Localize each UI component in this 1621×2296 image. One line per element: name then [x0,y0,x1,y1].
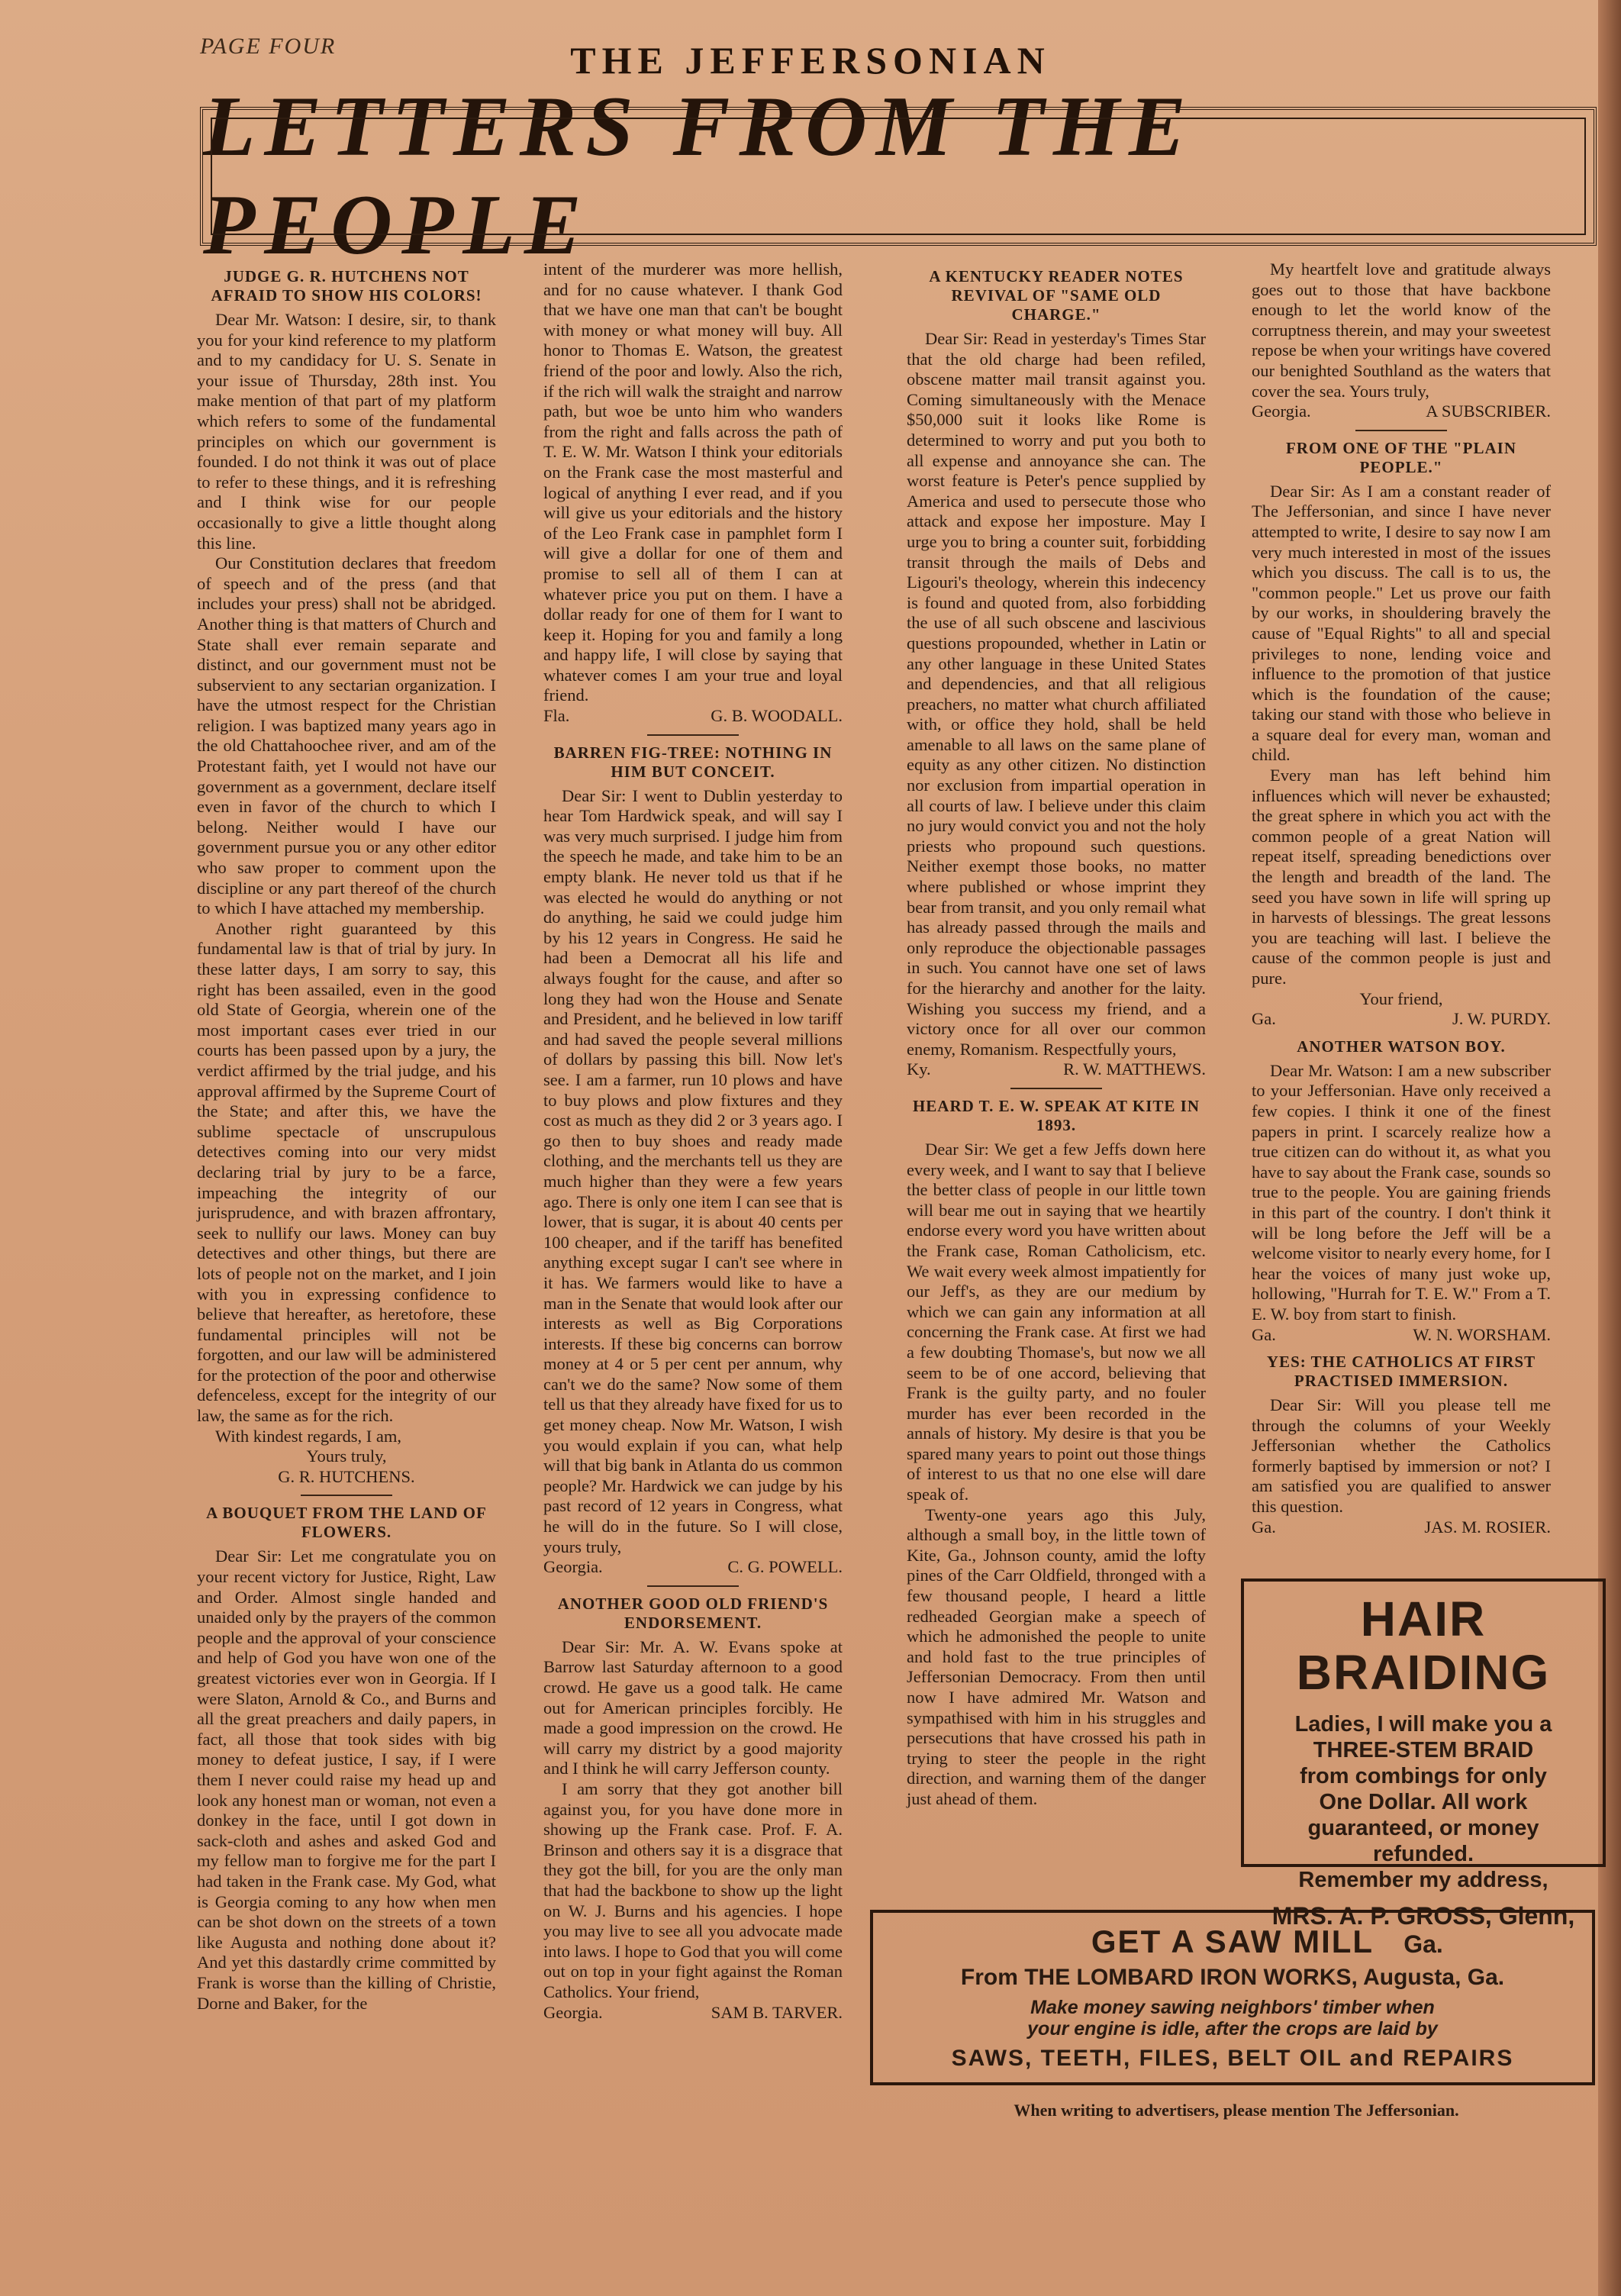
letter-signature: J. W. PURDY. [1452,1009,1551,1029]
letter-heading: YES: THE CATHOLICS AT FIRST PRACTISED IMMERSION. [1266,1353,1536,1391]
letter-paragraph: intent of the murderer was more hellish, and for no cause whatever. I thank God that we have one man that can't be bought with money or what money will buy. All honor to Thomas E. Watson, the greatest friend of the poor and lowly. Also the rich, if the rich will walk the straight and narrow path, but woe be unto him who wanders from the right and falls across the path of T. E. W. Mr. Watson I think your editorials on the Frank case the most masterful and logical of anything I ever read, and if you will give us your editorials and the history of the Leo Frank case in pamphlet form I will give a dollar for one of them and promise to sell all of them I can at whatever price you put on them. I have a dollar ready for one of them for I want to keep it. Hoping for you and family a long and happy life, I will close by saying that whatever comes I am your true and loyal friend. [543,260,843,705]
ad-line: Make money sawing neighbors' timber when [1030,1997,1435,2018]
letter-paragraph: Dear Sir: We get a few Jeffs down here every week, and I want to say that I believe the better class of people in our little town will bear me out in saying that we heartily endorse every word you have written about the Frank case, Roman Catholicism, etc. We wait every week almost impatiently for our Jeff's, as they are our medium by which we can gain any information at all concerning the Frank case. At first we had a few doubting Thomase's, but now we all seem to be of one accord, believing that Frank is the guilty party, and no fouler murder has ever been recorded in the annals of history. My desire is that you be spared many years to point out those things of interest to us that no one else will dare speak of. [907,1139,1206,1504]
letter-paragraph: Our Constitution declares that freedom of speech and of the press (and that includes your press) shall not be abridged. Another thing is that matters of Church and State shall ever remain separate and distinct, and our government must not be subservient to any sectarian organization. I have the utmost respect for the Christian religion. I was baptized many years ago in the old Chattahoochee river, and am of the Protestant faith, yet I would not have our government as a government, declare itself even in favor of the church to which I belong. Neither would I have our government pursue you or any other editor who saw proper to comment upon the discipline or any part thereof of the church to which I have attached my membership. [197,553,496,918]
letter-closing: Yours truly, [306,1446,387,1466]
column-4 [1252,260,1551,1537]
section-banner [200,79,1597,272]
letter-heading: JUDGE G. R. HUTCHENS NOT AFRAID TO SHOW HIS COLORS! [211,267,482,305]
letter-signature: G. R. HUTCHENS. [278,1466,415,1486]
letter-signature-line [543,706,843,727]
letter-paragraph: Dear Mr. Watson: I desire, sir, to thank you for your kind reference to my platform and to my candidacy for U. S. Senate in your issue of Thursday, 28th inst. You make mention of that part of my platform which refers to some of the fundamental principles on which our government is founded. I do not think it was out of place to refer to these things, and it is refreshing and I think wise for our people occasionally to give a little thought along this line. [197,310,496,553]
ad-line: Remember my address, [1298,1868,1548,1892]
letter-paragraph: Dear Sir: Mr. A. W. Evans spoke at Barrow last Saturday afternoon to a good crowd. He gave us a good talk. He came out for American principles forcibly. He made a good impression on the crowd. He will carry my district by a good majority and I think he will carry Jefferson county. [543,1637,843,1778]
letter-heading: ANOTHER WATSON BOY. [1297,1037,1506,1056]
page-binding-edge [1598,0,1621,2296]
letter-signature: R. W. MATTHEWS. [1063,1059,1206,1079]
column-2 [543,260,843,2023]
letter-heading: A KENTUCKY READER NOTES REVIVAL OF "SAME OLD CHARGE." [929,267,1184,324]
letter-closing: With kindest regards, I am, [215,1426,402,1446]
ad-signature: MRS. A. P. GROSS, Glenn, Ga. [1271,1902,1575,1958]
letter-paragraph: Dear Sir: Will you please tell me through the columns of your Weekly Jeffersonian whether the Catholics formerly baptised by immersion or not? I am satisfied you are qualified to answer this question. [1252,1395,1551,1517]
divider [1355,430,1447,431]
letter-location: Ky. [907,1059,931,1079]
letter-paragraph: My heartfelt love and gratitude always goes out to those that have backbone enough to let the world know of the corruptness therein, and may your sweetest repose be when your writings have covered our benighted Southland as the waters that cover the sea. Yours truly, [1252,260,1551,401]
letter-paragraph: Dear Sir: Let me congratulate you on your recent victory for Justice, Right, Law and Order. Almost single handed and unaided only by the prayers of the common people and the approval of your conscience and help of God you have won one of the greatest victories ever won in Georgia. If I were Slaton, Arnold & Co., and Burns and all the great preachers and daily papers, in fact, all those that took sides with big money to defeat justice, I say, if I were them I never could raise my head up and look any honest man or woman, not even a donkey in the face, until I got down in sack-cloth and ashes and asked God and my fellow man to forgive me for the part I had taken in the Frank case. My God, what is Georgia coming to any how when men can be shot down on the streets of a town like Augusta and nothing done about it? And yet this dastardly crime committed by Frank is worse than the killing of Christie, Dorne and Baker, for the [197,1546,496,2013]
letter-signature: JAS. M. ROSIER. [1424,1517,1551,1537]
letter-paragraph: Twenty-one years ago this July, although a small boy, in the little town of Kite, Ga., Johnson county, amid the lofty pines of the Carr Oldfield, thronged with a few thousand people, I heard a little redheaded Georgian make a speech of which he admonished the people to unite and hold fast to the true principles of Jeffersonian Democracy. From then until now I have admired Mr. Watson and sympathised with him in his struggles and persecutions that have crossed his path in trying to steer the people in the right direction, and warning them of the danger just ahead of them. [907,1504,1206,1808]
letter-heading: ANOTHER GOOD OLD FRIEND'S ENDORSEMENT. [557,1594,829,1632]
column-3 [907,260,1206,1810]
letter-signature-line [543,2003,843,2024]
ad-line: SAWS, TEETH, FILES, BELT OIL and REPAIRS [951,2046,1514,2071]
letter-location: Georgia. [1252,401,1311,421]
ad-title: GET A SAW MILL [1091,1924,1374,1959]
letter-location: Fla. [543,706,570,726]
letter-paragraph: I am sorry that they got another bill against you, for you have done more in showing up the Frank case. Prof. F. A. Brinson and others say it is a disgrace that they got the bill, for you are the only man that had the backbone to show up the light on W. J. Burns and his agencies. I hope you may live to see all you advocate made into laws. I hope to God that you will come out on top in your fight against the Roman Catholics. Your friend, [543,1778,843,2001]
letter-paragraph: Every man has left behind him influences which will never be exhausted; the great sphere in which you act with the common people of a great Nation will repeat itself, spreading benedictions over the length and breadth of the land. The seed you have sown in life will spring up in harvests of blessings. The great lessons you are teaching will last. I believe the cause of the common people is just and pure. [1252,766,1551,988]
ad-line: refunded. [1372,1842,1474,1866]
letter-paragraph: Dear Mr. Watson: I am a new subscriber to your Jeffersonian. Have only received a few copies. I think it one of the finest papers in print. I scarcely realize how a true citizen can do without it, as what you have to say about the Frank case, sounds so true to the people. You are gaining friends in this part of the country. I don't think it will be long before the Jeff will be a welcome visitor to nearly every home, for I hear the voices of many just woke up, hollowing, "Hurrah for T. E. W." From a T. E. W. boy from start to finish. [1252,1060,1551,1324]
ad-title: HAIR BRAIDING [1296,1591,1551,1700]
letter-signature-line [1252,401,1551,422]
letter-signature-line [1252,1517,1551,1538]
letter-signature: SAM B. TARVER. [711,2002,843,2022]
letter-paragraph: Another right guaranteed by this fundamental law is that of trial by jury. In these latter days, I am sorry to say, this right has been assailed, even in the good old State of Georgia, wherein one of the most important cases ever tried in our courts has been passed upon by a jury, the verdict affirmed by the trial judge, and his approval affirmed by the Supreme Court of the State; and after this, we have the sublime spectacle of unscrupulous detectives coming into our very midst declaring trial by jury to be a farce, impeaching the integrity of our jurisprudence, and with brazen affrontary, seek to nullify our laws. Money can buy detectives and other things, but there are lots of people not on the market, and I join with you in expressing confidence to believe that hereafter, as heretofore, these fundamental principles will not be forgotten, and our law will be administered for the protection of the poor and otherwise defenceless, except for the integrity of our law, the same as for the rich. [197,918,496,1426]
page-number-label: PAGE FOUR [200,34,337,59]
advertiser-notice: When writing to advertisers, please mention The Jeffersonian. [1014,2101,1459,2120]
divider [647,734,739,736]
letter-location: Georgia. [543,1557,603,1577]
letter-heading: FROM ONE OF THE "PLAIN PEOPLE." [1285,438,1516,476]
ad-line: From THE LOMBARD IRON WORKS, Augusta, Ga. [960,1965,1505,1990]
letter-location: Georgia. [543,2002,603,2022]
letter-location: Ga. [1252,1009,1276,1029]
ad-line: guaranteed, or money [1307,1816,1539,1840]
ad-line: One Dollar. All work [1319,1790,1528,1814]
letter-location: Ga. [1252,1324,1276,1344]
letter-heading: A BOUQUET FROM THE LAND OF FLOWERS. [206,1504,487,1542]
letter-signature: G. B. WOODALL. [711,706,843,726]
divider [1010,1088,1102,1089]
letter-closing: Your friend, [1359,988,1443,1008]
masthead: THE JEFFERSONIAN [570,39,1051,82]
letter-signature: C. G. POWELL. [727,1557,843,1577]
letter-paragraph: Dear Sir: Read in yesterday's Times Star that the old charge had been refiled, obscene matter mail transit against you. Coming simultaneously with the Menace $50,000 suit it looks like Rome is determined to worry and put you both to all expense and annoyance she can. The worst feature is Peter's pence supplied by America and used to persecute those who attack and expose her imposture. May I urge you to bring a counter suit, forbidding transit through the mails of Debs and Ligouri's theology, wherein this indecency is found and quoted from, also forbidding the use of all such obscene and lascivious questions propounded, whether in Latin or any other language in these United States and dependencies, and that all religious preachers, no matter what church affiliated with, or office they hold, shall be held amenable to all laws on the same plane of equity as any other citizen. No distinction nor exclusion from impartial operation in all courts of law. I believe under this claim no jury would convict you and not the holy priests who propound such questions. Neither exempt those books, no matter where published or whose imprint they bear from transit, and you only remail what has already passed through the mails and only reproduce the objectionable passages in such. You cannot have one set of laws for the hierarchy and another for the laity. Wishing you success my friend, and a victory once for all over our common enemy, Romanism. Respectfully yours, [907,329,1206,1059]
ad-line: Ladies, I will make you a [1294,1712,1552,1737]
letter-signature-line [543,1557,843,1578]
divider [301,1495,392,1496]
letter-paragraph: Dear Sir: I went to Dublin yesterday to hear Tom Hardwick speak, and will say I was very much surprised. I judge him from the speech he made, and take him to be an empty blank. He never told us that if he was elected he would do anything or not do anything, he said we could judge him by his 12 years in Congress. He said he had been a Democrat all his life and always fought for the cause, and after so long they had won the House and Senate and President, and he believed in low tariff and had saved the people several millions of dollars by passing this bill. Now let's see. I am a farmer, run 10 plows and have to buy plows and plow fixtures and they cost as much as they did 2 or 3 years ago. I go then to buy shoes and ready made clothing, and the merchants tell us they are much higher than they were a few years ago. There is only one item I can see that is lower, that is sugar, it is about 40 cents per 100 cheaper, and if the tariff has benefited anything except sugar I can't see where in it has. We farmers would like to have a man in the Senate that would look after our interests as well as Big Corporations interests. If these big concerns can borrow money at 4 or 5 per cent per annum, why can't we do the same? Now some of them tell us that they already have fixed for us to get money cheap. Now Mr. Watson, I wish you would explain if you can, what help will that big bank in Atlanta do us common people? Mr. Hardwick we can judge by his past record of 12 years in Congress, what he will do in the future. So I will close, yours truly, [543,785,843,1556]
ad-line: your engine is idle, after the crops are laid by [1027,2018,1438,2040]
section-banner-title: LETTERS FROM THE PEOPLE [203,79,1195,272]
letter-signature-line [1252,1009,1551,1030]
letter-signature: A SUBSCRIBER. [1426,401,1551,421]
ad-line: THREE-STEM BRAID [1313,1738,1534,1762]
letter-signature-line [907,1059,1206,1080]
ad-line: from combings for only [1300,1764,1547,1788]
letter-heading: BARREN FIG-TREE: NOTHING IN HIM BUT CONCEIT. [553,743,833,781]
saw-mill-advertisement [870,1910,1595,2085]
ad-body [1256,1711,1590,1893]
divider [647,1585,739,1587]
letter-location: Ga. [1252,1517,1276,1537]
hair-braiding-advertisement [1241,1578,1606,1958]
letter-signature: W. N. WORSHAM. [1413,1324,1551,1344]
letter-paragraph: Dear Sir: As I am a constant reader of The Jeffersonian, and since I have never attempted to write, I desire to say now I am very much interested in most of the issues which you discuss. The call is to us, the "common people." Let us prove our faith by our works, in shouldering bravely the cause of "Equal Rights" to all and special privileges to none, lending voice and influence to the promotion of that justice which is the foundation of the cause; taking our stand with those who believe in a square deal for every man, woman and child. [1252,481,1551,765]
letter-heading: HEARD T. E. W. SPEAK AT KITE IN 1893. [912,1096,1200,1134]
column-1 [197,260,496,2014]
letter-signature-line [1252,1325,1551,1346]
